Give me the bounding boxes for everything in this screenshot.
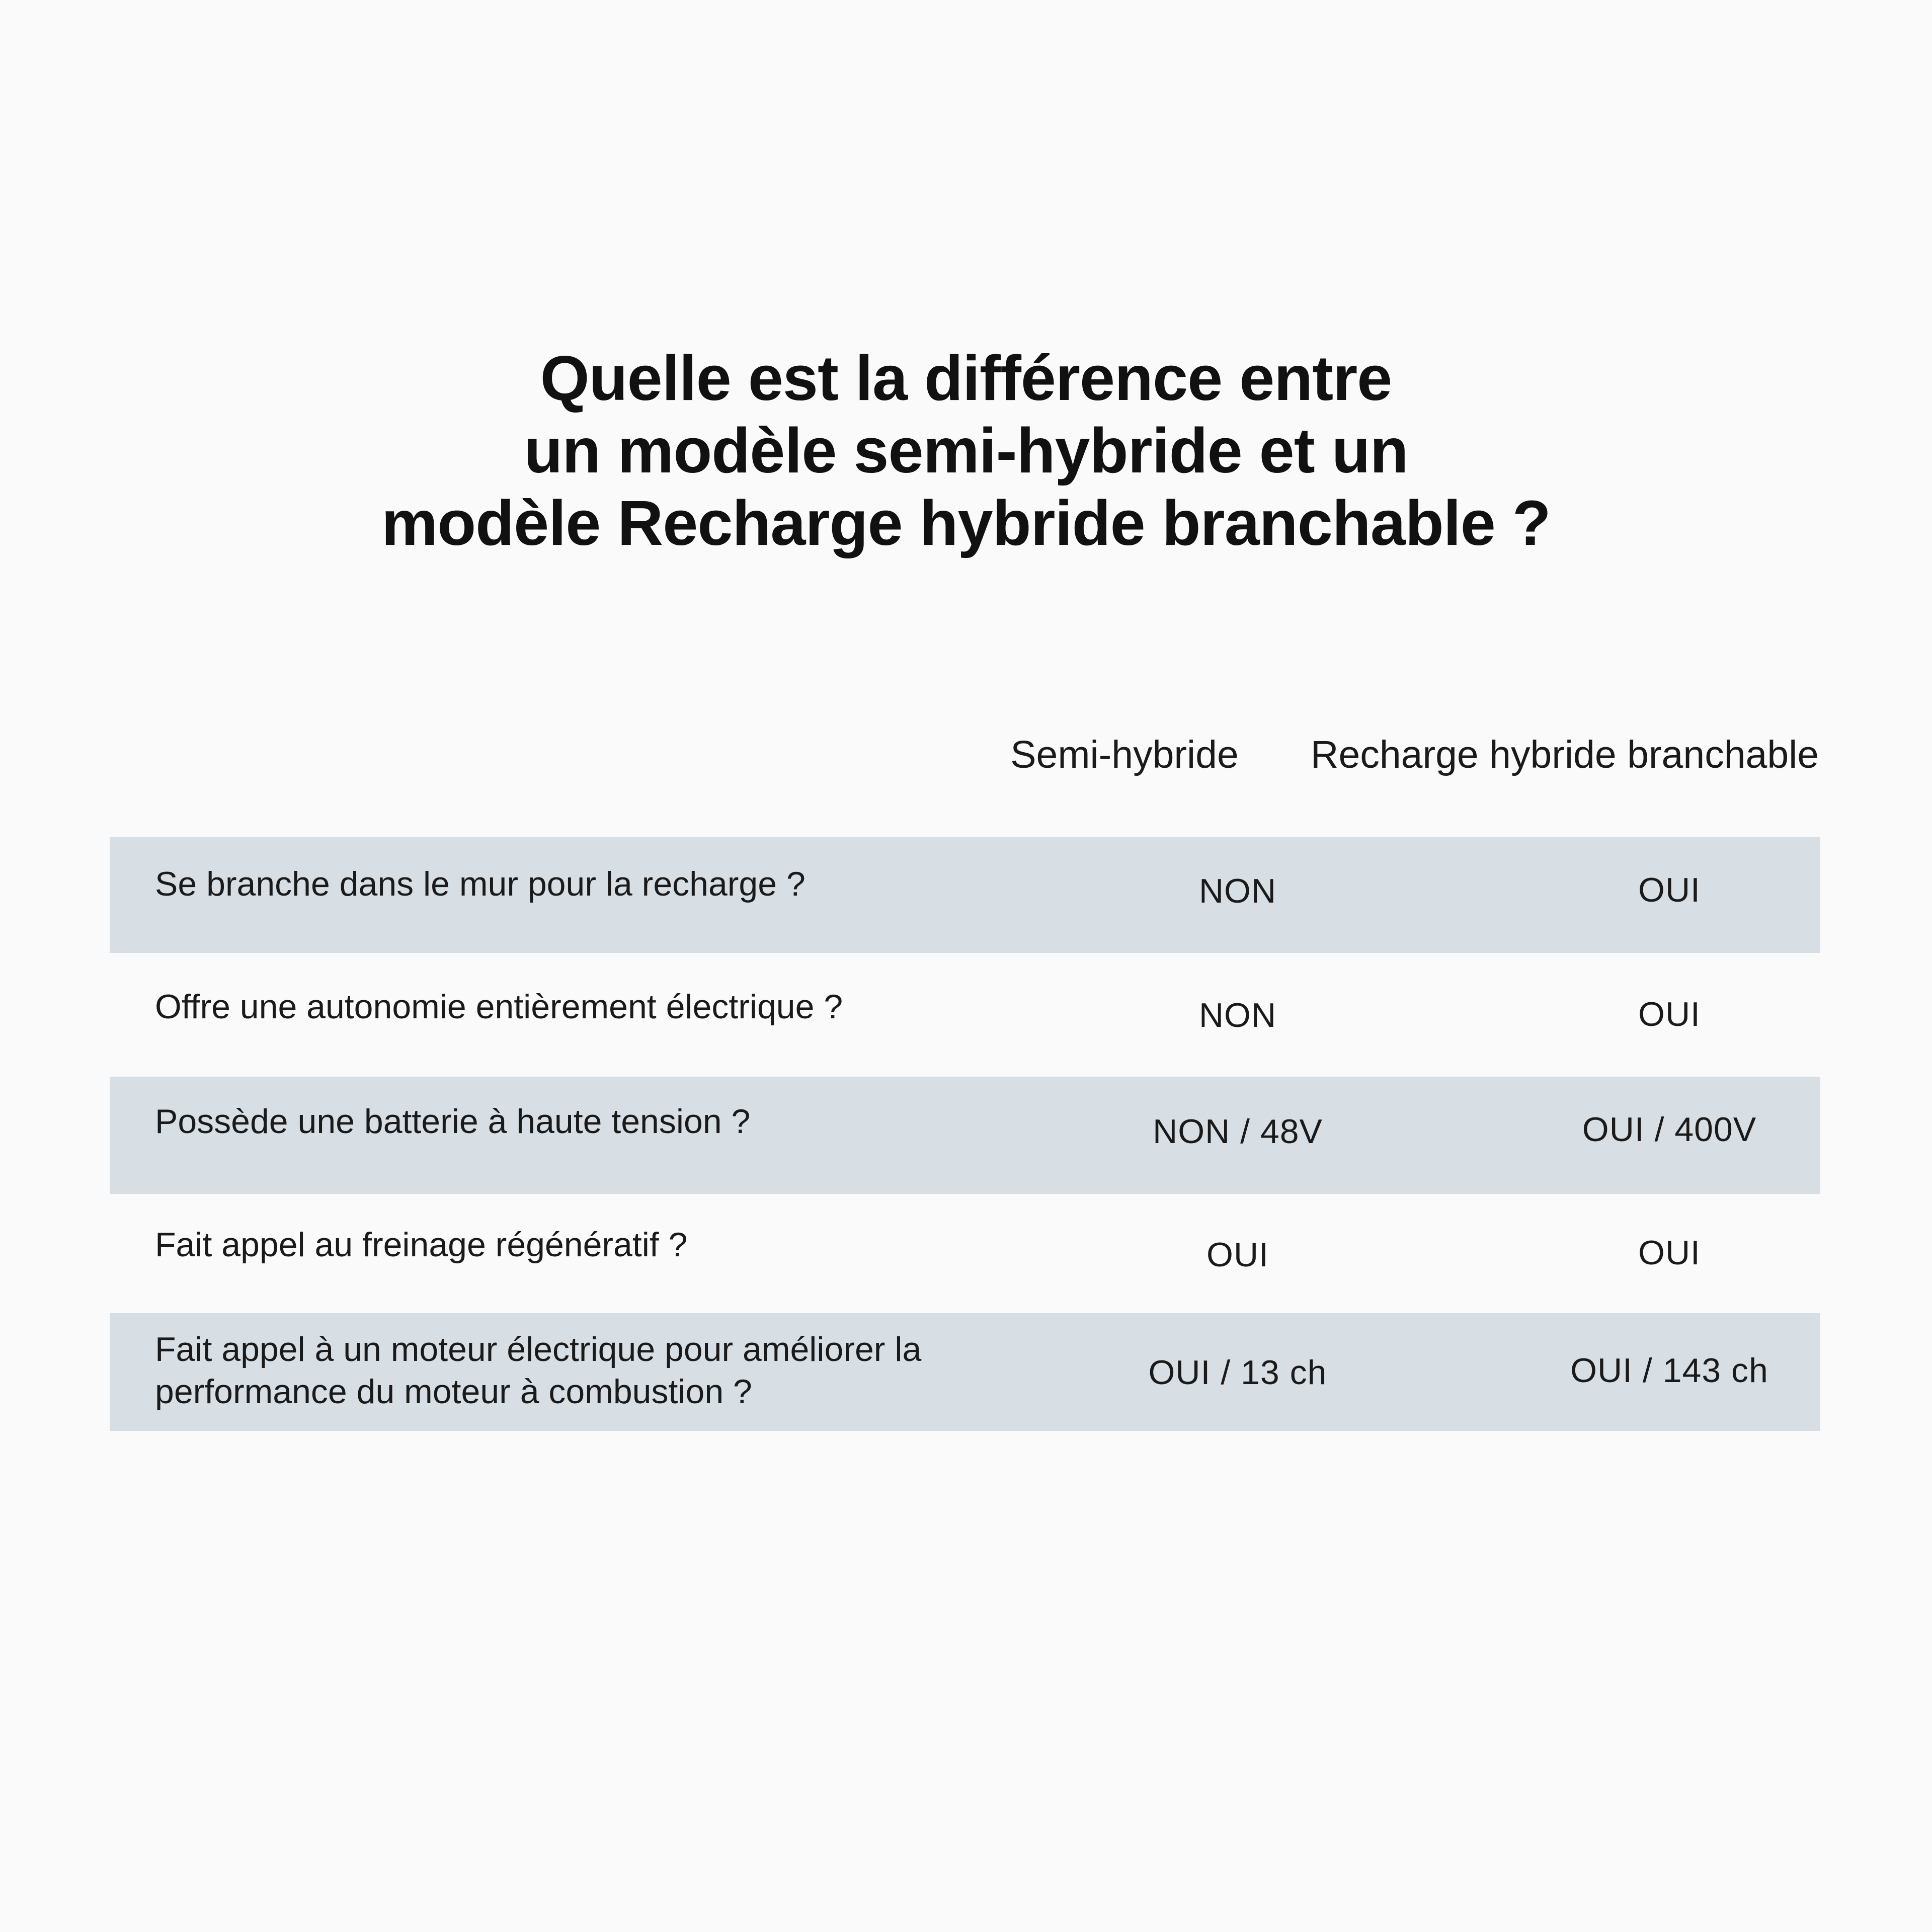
title-line-1: Quelle est la différence entre <box>540 343 1392 414</box>
table-row <box>110 1313 1820 1431</box>
table-row <box>110 837 1820 953</box>
title-line-2: un modèle semi-hybride et un <box>524 415 1408 486</box>
row-value-plugin: OUI / 400V <box>1582 1110 1757 1149</box>
row-value-plugin: OUI <box>1638 995 1701 1033</box>
row-value-semi: OUI / 13 ch <box>1148 1353 1327 1392</box>
row-question: Fait appel au freinage régénératif ? <box>155 1226 688 1264</box>
row-question: Offre une autonomie entièrement électrique ? <box>155 988 843 1026</box>
column-header-semi-hybride: Semi-hybride <box>1010 733 1239 776</box>
row-value-plugin: OUI / 143 ch <box>1570 1351 1768 1390</box>
row-question: Se branche dans le mur pour la recharge ? <box>155 865 806 903</box>
row-value-semi: OUI <box>1206 1236 1269 1274</box>
row-value-semi: NON <box>1198 996 1277 1034</box>
row-value-semi: NON / 48V <box>1153 1112 1323 1151</box>
column-header-recharge-hybride: Recharge hybride branchable <box>1310 733 1819 776</box>
table-row <box>110 953 1820 1077</box>
table-row <box>110 1194 1820 1313</box>
row-question: Possède une batterie à haute tension ? <box>155 1102 751 1141</box>
comparison-table <box>110 837 1820 1431</box>
title-line-3: modèle Recharge hybride branchable ? <box>381 488 1551 558</box>
row-value-plugin: OUI <box>1638 1234 1701 1272</box>
page-title <box>0 342 1932 559</box>
row-value-plugin: OUI <box>1638 871 1701 909</box>
table-row <box>110 1077 1820 1194</box>
row-question: Fait appel à un moteur électrique pour améliorer la performance du moteur à combustion ? <box>155 1330 922 1411</box>
row-value-semi: NON <box>1198 872 1277 910</box>
